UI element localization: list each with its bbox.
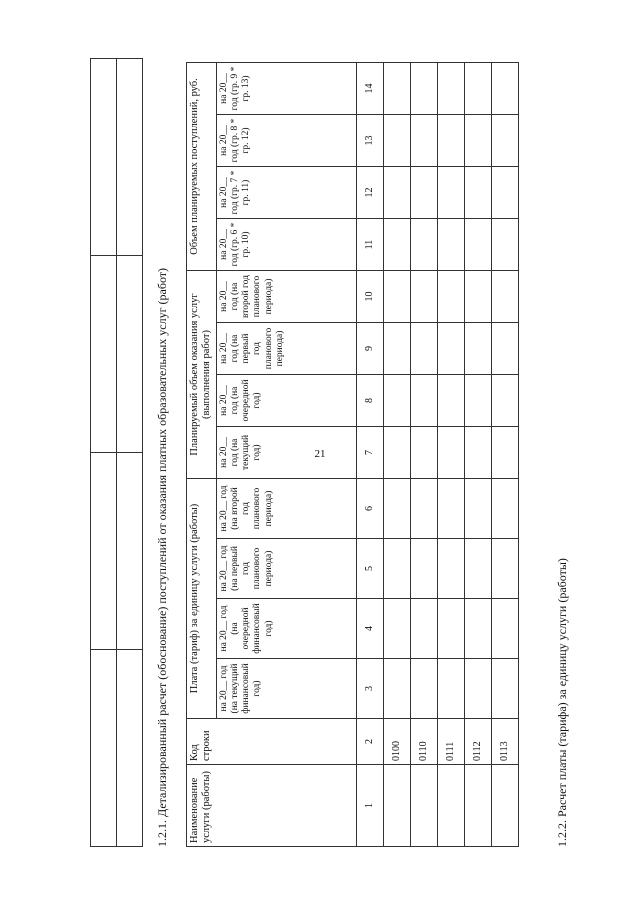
data-cell bbox=[383, 63, 410, 115]
data-cell bbox=[410, 63, 437, 115]
data-cell bbox=[383, 271, 410, 323]
row-code-cell: 0112 bbox=[464, 719, 491, 765]
data-cell bbox=[383, 115, 410, 167]
data-cell bbox=[383, 659, 410, 719]
fee-col-header: на 20__ год (на текущий финансовый год) bbox=[216, 659, 356, 719]
header-grid-table bbox=[90, 58, 143, 847]
row-code-cell: 0110 bbox=[410, 719, 437, 765]
data-cell bbox=[464, 375, 491, 427]
data-cell bbox=[491, 479, 518, 539]
data-cell bbox=[410, 323, 437, 375]
column-number: 6 bbox=[356, 479, 383, 539]
header-grid-cell bbox=[117, 453, 143, 650]
column-number: 2 bbox=[356, 719, 383, 765]
data-cell bbox=[437, 271, 464, 323]
table-header-row bbox=[187, 63, 217, 847]
volume-col-header: на 20__ год (на очередной год) bbox=[216, 375, 356, 427]
data-cell bbox=[383, 599, 410, 659]
data-cell bbox=[464, 323, 491, 375]
data-cell bbox=[491, 427, 518, 479]
data-cell bbox=[383, 479, 410, 539]
data-cell bbox=[437, 375, 464, 427]
header-grid-cell bbox=[117, 256, 143, 453]
column-number: 9 bbox=[356, 323, 383, 375]
data-cell bbox=[464, 539, 491, 599]
data-cell bbox=[464, 479, 491, 539]
subsection-title: 1.2.2. Расчет платы (тарифа) за единицу услуги (работы) bbox=[555, 558, 569, 847]
table-row bbox=[383, 63, 410, 847]
data-cell bbox=[464, 63, 491, 115]
table-row bbox=[437, 63, 464, 847]
data-cell bbox=[410, 539, 437, 599]
column-number: 14 bbox=[356, 63, 383, 115]
data-cell bbox=[383, 323, 410, 375]
volume-col-header: на 20__ год (на текущий год) bbox=[216, 427, 356, 479]
data-cell bbox=[491, 599, 518, 659]
fee-col-header: на 20__ год (на очередной финансовый год) bbox=[216, 599, 356, 659]
column-number: 12 bbox=[356, 167, 383, 219]
data-cell bbox=[464, 271, 491, 323]
service-name-cell bbox=[410, 765, 437, 847]
fee-col-header: на 20__ год (на второй год планового периода) bbox=[216, 479, 356, 539]
data-cell bbox=[437, 539, 464, 599]
data-cell bbox=[437, 479, 464, 539]
column-number: 1 bbox=[356, 765, 383, 847]
data-cell bbox=[383, 219, 410, 271]
header-volume-group: Планируемый объем оказания услуг (выполнения работ) bbox=[187, 271, 217, 479]
column-number: 11 bbox=[356, 219, 383, 271]
data-cell bbox=[410, 115, 437, 167]
volume-col-header: на 20__ год (на второй год планового периода) bbox=[216, 271, 356, 323]
data-cell bbox=[437, 219, 464, 271]
data-cell bbox=[410, 427, 437, 479]
data-cell bbox=[383, 539, 410, 599]
column-number: 13 bbox=[356, 115, 383, 167]
service-name-cell bbox=[491, 765, 518, 847]
data-cell bbox=[464, 427, 491, 479]
header-service-name: Наименование услуги (работы) bbox=[187, 765, 357, 847]
data-cell bbox=[491, 271, 518, 323]
header-grid-cell bbox=[117, 650, 143, 847]
revenue-col-header: на 20__ год (гр. 6 * гр. 10) bbox=[216, 219, 356, 271]
data-cell bbox=[437, 659, 464, 719]
table-row bbox=[410, 63, 437, 847]
data-cell bbox=[410, 659, 437, 719]
data-cell bbox=[410, 271, 437, 323]
revenue-col-header: на 20__ год (гр. 9 * гр. 13) bbox=[216, 63, 356, 115]
data-cell bbox=[491, 167, 518, 219]
data-cell bbox=[410, 375, 437, 427]
column-number: 8 bbox=[356, 375, 383, 427]
data-cell bbox=[383, 427, 410, 479]
header-row-code: Код строки bbox=[187, 719, 357, 765]
column-number: 10 bbox=[356, 271, 383, 323]
row-code-cell: 0111 bbox=[437, 719, 464, 765]
header-grid-cell bbox=[117, 59, 143, 256]
data-cell bbox=[383, 167, 410, 219]
data-cell bbox=[491, 375, 518, 427]
data-cell bbox=[491, 659, 518, 719]
header-grid-row bbox=[117, 59, 143, 847]
data-cell bbox=[437, 427, 464, 479]
data-cell bbox=[437, 599, 464, 659]
data-cell bbox=[491, 539, 518, 599]
data-cell bbox=[437, 167, 464, 219]
header-grid-cell bbox=[91, 256, 117, 453]
data-cell bbox=[410, 479, 437, 539]
data-cell bbox=[491, 219, 518, 271]
data-cell bbox=[410, 599, 437, 659]
column-number-row bbox=[356, 63, 383, 847]
header-revenue-group: Объем планируемых поступлений, руб. bbox=[187, 63, 217, 271]
data-cell bbox=[491, 115, 518, 167]
data-cell bbox=[491, 323, 518, 375]
service-name-cell bbox=[437, 765, 464, 847]
revenue-col-header: на 20__ год (гр. 7 * гр. 11) bbox=[216, 167, 356, 219]
data-cell bbox=[491, 63, 518, 115]
data-cell bbox=[437, 63, 464, 115]
volume-col-header: на 20__ год (на первый год планового периода) bbox=[216, 323, 356, 375]
data-cell bbox=[437, 323, 464, 375]
row-code-cell: 0100 bbox=[383, 719, 410, 765]
data-cell bbox=[464, 659, 491, 719]
service-name-cell bbox=[383, 765, 410, 847]
data-cell bbox=[464, 167, 491, 219]
header-fee-group: Плата (тариф) за единицу услуги (работы) bbox=[187, 479, 217, 719]
data-cell bbox=[410, 219, 437, 271]
section-title: 1.2.1. Детализированный расчет (обоснование) поступлений от оказания платных образовательных услуг (работ) bbox=[155, 267, 169, 847]
table-row bbox=[464, 63, 491, 847]
fee-col-header: на 20__ год (на первый год планового периода) bbox=[216, 539, 356, 599]
row-code-cell: 0113 bbox=[491, 719, 518, 765]
data-cell bbox=[464, 599, 491, 659]
header-grid-cell bbox=[91, 59, 117, 256]
column-number: 3 bbox=[356, 659, 383, 719]
column-number: 5 bbox=[356, 539, 383, 599]
table-row bbox=[491, 63, 518, 847]
header-grid-row bbox=[91, 59, 117, 847]
revenue-col-header: на 20__ год (гр. 8 * гр. 12) bbox=[216, 115, 356, 167]
data-cell bbox=[383, 375, 410, 427]
header-grid-cell bbox=[91, 453, 117, 650]
revenue-calculation-table bbox=[186, 62, 519, 847]
page-number: 21 bbox=[314, 448, 326, 460]
data-cell bbox=[464, 115, 491, 167]
data-cell bbox=[464, 219, 491, 271]
header-grid-cell bbox=[91, 650, 117, 847]
data-cell bbox=[437, 115, 464, 167]
service-name-cell bbox=[464, 765, 491, 847]
column-number: 4 bbox=[356, 599, 383, 659]
data-cell bbox=[410, 167, 437, 219]
column-number: 7 bbox=[356, 427, 383, 479]
